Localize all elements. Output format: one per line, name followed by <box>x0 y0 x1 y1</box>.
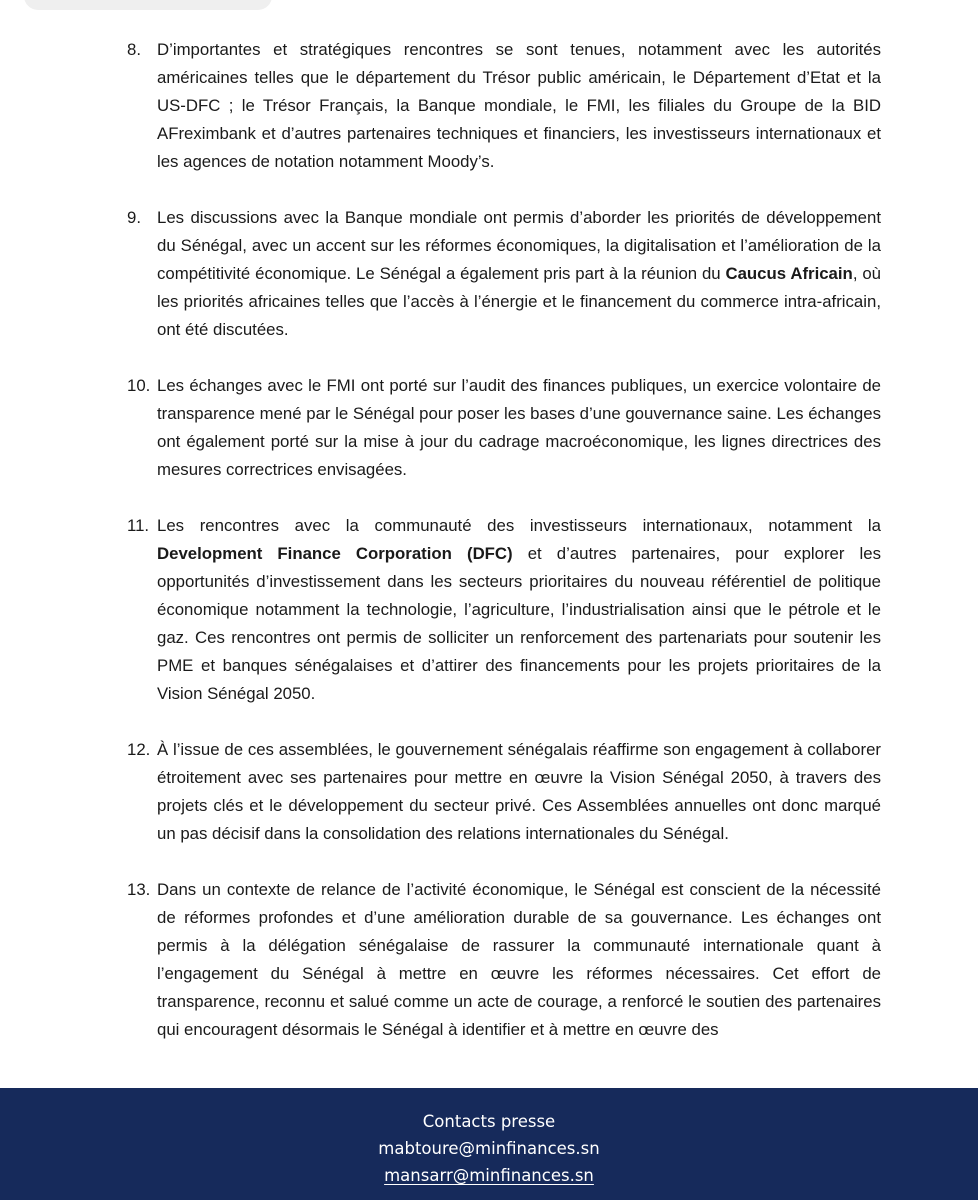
item-number: 13. <box>127 880 151 899</box>
text-segment: Les échanges avec le FMI ont porté sur l’audit des finances publiques, un exercice volontaire de transparence mené par le Sénégal pour poser les bases d’une gouvernance saine. Les échanges ont également porté sur la mise à jour du cadrage macroéconomique, les lignes directrices des mesures correctrices envisagées. <box>157 376 881 479</box>
item-number: 11. <box>127 516 150 535</box>
item-text <box>157 736 881 848</box>
item-number: 12. <box>127 740 151 759</box>
item-number: 8. <box>127 40 141 59</box>
text-segment: Dans un contexte de relance de l’activité économique, le Sénégal est conscient de la nécessité de réformes profondes et d’une amélioration durable de sa gouvernance. Les échanges ont permis à la délégation sénégalaise de rassurer la communauté internationale quant à l’engagement du Sénégal à mettre en œuvre les réformes nécessaires. Cet effort de transparence, reconnu et salué comme un acte de courage, a renforcé le soutien des partenaires qui encouragent désormais le Sénégal à identifier et à mettre en œuvre des <box>157 880 881 1039</box>
text-segment: et d’autres partenaires, pour explorer les opportunités d’investissement dans les secteurs prioritaires du nouveau référentiel de politique économique notamment la technologie, l’agriculture, l’industrialisation ainsi que le pétrole et le gaz. Ces rencontres ont permis de solliciter un renforcement des partenariats pour soutenir les PME et banques sénégalaises et d’attirer des financements pour les projets prioritaires de la Vision Sénégal 2050. <box>157 544 881 703</box>
contact-email-1[interactable]: mabtoure@minfinances.sn <box>378 1139 600 1158</box>
item-text <box>157 512 881 708</box>
item-text <box>157 876 881 1044</box>
item-text <box>157 36 881 176</box>
bold-term-caucus-africain: Caucus Africain <box>725 264 853 283</box>
list-item-11 <box>0 512 978 708</box>
contact-email-2[interactable]: mansarr@minfinances.sn <box>384 1166 594 1185</box>
top-tab-decoration <box>24 0 272 10</box>
item-text <box>157 204 881 344</box>
bold-term-dfc: Development Finance Corporation (DFC) <box>157 544 513 563</box>
item-text <box>157 372 881 484</box>
text-segment: À l’issue de ces assemblées, le gouvernement sénégalais réaffirme son engagement à collaborer étroitement avec ses partenaires pour mettre en œuvre la Vision Sénégal 2050, à travers des projets clés et le développement du secteur privé. Ces Assemblées annuelles ont donc marqué un pas décisif dans la consolidation des relations internationales du Sénégal. <box>157 740 881 843</box>
list-item-8 <box>0 36 978 176</box>
document-body <box>0 36 978 1072</box>
list-item-13 <box>0 876 978 1044</box>
text-segment: Les rencontres avec la communauté des investisseurs internationaux, notamment la <box>157 516 881 535</box>
footer-title: Contacts presse <box>422 1112 556 1131</box>
item-number: 10. <box>127 376 151 395</box>
text-segment: Les discussions avec la Banque mondiale ont permis d’aborder les priorités de développement du Sénégal, avec un accent sur les réformes économiques, la digitalisation et l’amélioration de la compétitivité économique. Le Sénégal a également pris part à la réunion du <box>157 208 881 283</box>
press-contacts-footer <box>0 1088 978 1200</box>
list-item-9 <box>0 204 978 344</box>
list-item-10 <box>0 372 978 484</box>
list-item-12 <box>0 736 978 848</box>
text-segment: , où les priorités africaines telles que l’accès à l’énergie et le financement du commerce intra-africain, ont été discutées. <box>157 264 881 339</box>
text-segment: D’importantes et stratégiques rencontres se sont tenues, notamment avec les autorités américaines telles que le département du Trésor public américain, le Département d’Etat et la US-DFC ; le Trésor Français, la Banque mondiale, le FMI, les filiales du Groupe de la BID AFreximbank et d’autres partenaires techniques et financiers, les investisseurs internationaux et les agences de notation notamment Moody’s. <box>157 40 881 171</box>
item-number: 9. <box>127 208 141 227</box>
